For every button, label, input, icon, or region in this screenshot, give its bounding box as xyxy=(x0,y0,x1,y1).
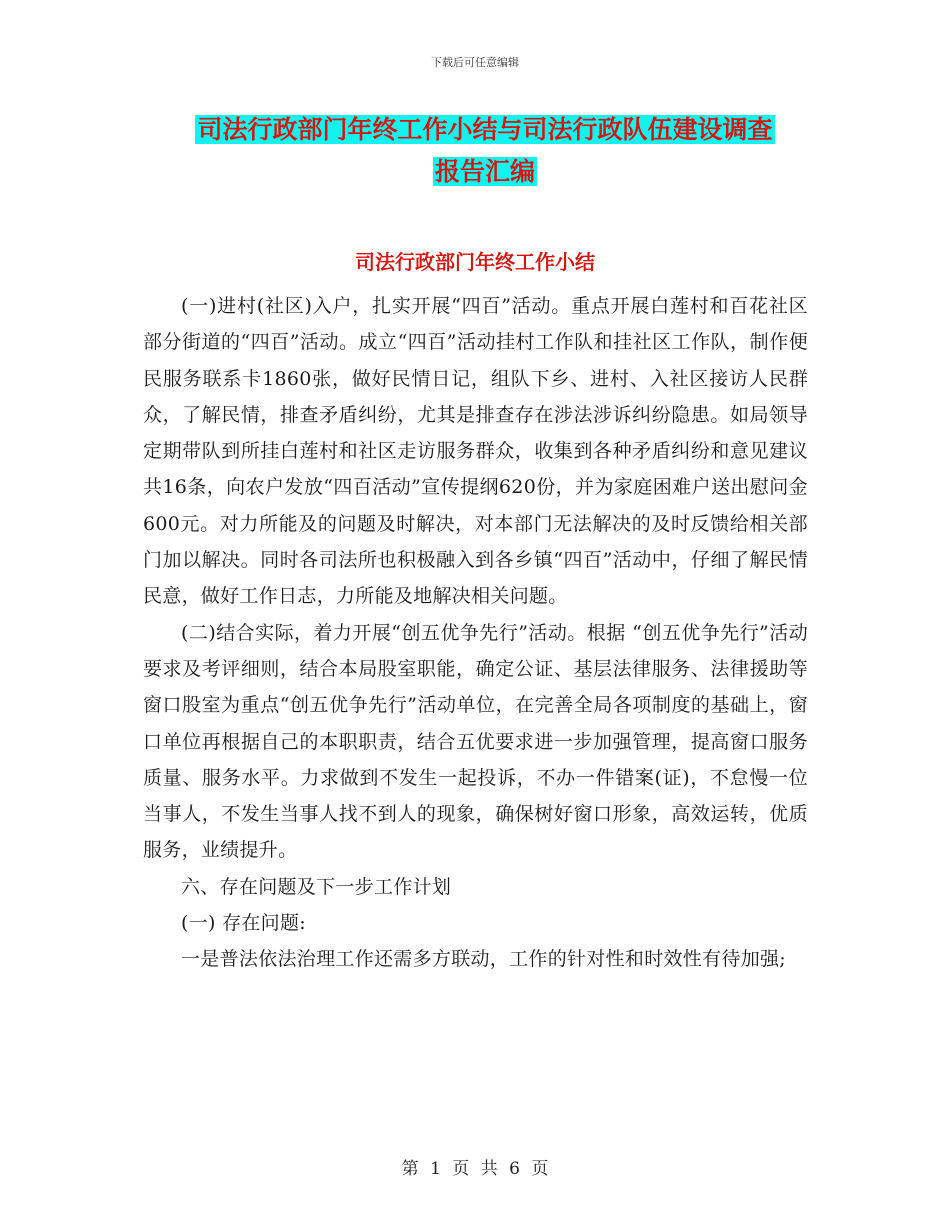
section-title: 司法行政部门年终工作小结 xyxy=(355,250,595,274)
body-text xyxy=(143,288,808,978)
paragraph-1: (一)进村(社区)入户，扎实开展“四百”活动。重点开展白莲村和百花社区部分街道的“四百”活动。成立“四百”活动挂村工作队和挂社区工作队，制作便民服务联系卡1860张，做好民情日记，组队下乡、进村、入社区接访人民群众，了解民情，排查矛盾纠纷，尤其是排查存在涉法涉诉纠纷隐患。如局领导定期带队到所挂白莲村和社区走访服务群众，收集到各种矛盾纠纷和意见建议共16条，向农户发放“四百活动”宣传提纲620份，并为家庭困难户送出慰问金600元。对力所能及的问题及时解决，对本部门无法解决的及时反馈给相关部门加以解决。同时各司法所也积极融入到各乡镇“四百”活动中，仔细了解民情民意，做好工作日志，力所能及地解决相关问题。 xyxy=(143,295,808,608)
main-title-line-1-text: 司法行政部门年终工作小结与司法行政队伍建设调查 xyxy=(197,115,773,144)
header-note: 下载后可任意编辑 xyxy=(431,56,519,69)
paragraph-3: 六、存在问题及下一步工作计划 xyxy=(181,875,452,898)
paragraph-4: (一) 存在问题: xyxy=(181,912,306,935)
paragraph-2: (二)结合实际，着力开展“创五优争先行”活动。根据 “创五优争先行”活动要求及考评细则，结合本局股室职能，确定公证、基层法律服务、法律援助等窗口股室为重点“创五优争先行”活动单位，在完善全局各项制度的基础上，窗口单位再根据自己的本职职责，结合五优要求进一步加强管理，提高窗口服务质量、服务水平。力求做到不发生一起投诉，不办一件错案(证)，不怠慢一位当事人，不发生当事人找不到人的现象，确保树好窗口形象，高效运转，优质服务，业绩提升。 xyxy=(143,621,808,862)
page-footer: 第 1 页 共 6 页 xyxy=(401,1159,549,1179)
main-title-line-2-text: 报告汇编 xyxy=(434,157,535,186)
main-title-line-1 xyxy=(140,111,830,149)
paragraph-5: 一是普法依法治理工作还需多方联动，工作的针对性和时效性有待加强; xyxy=(181,948,787,971)
main-title-line-2 xyxy=(140,153,830,191)
